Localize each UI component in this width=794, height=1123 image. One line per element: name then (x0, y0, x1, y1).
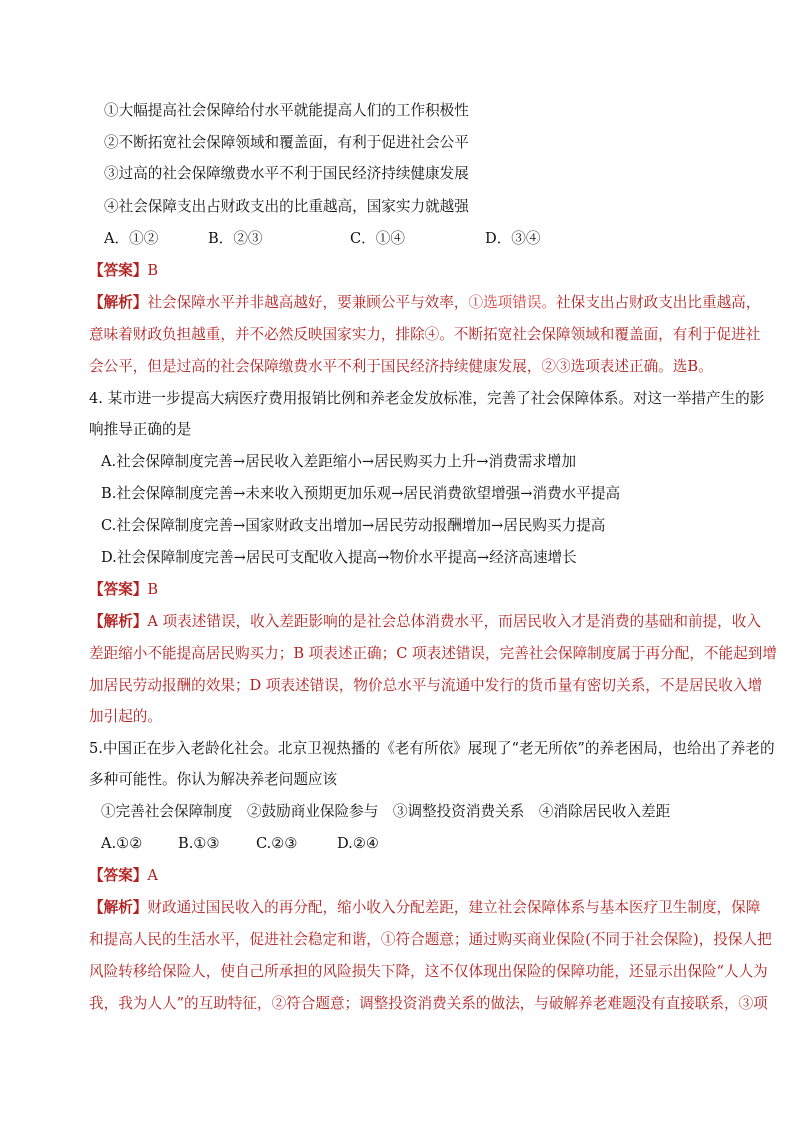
q5-answer (89, 866, 158, 886)
q5-option-b: B.①③ (178, 835, 220, 852)
q3-analysis-line-3: 会公平，但是过高的社会保障缴费水平不利于国民经济持续健康发展，②③选项表述正确。选B。 (89, 358, 713, 375)
q4-option-a: A.社会保障制度完善→居民收入差距缩小→居民购买力上升→消费需求增加 (101, 453, 577, 470)
answer-label: 【答案】 (89, 262, 148, 279)
q4-answer (89, 580, 158, 600)
q3-analysis-line-1 (89, 293, 760, 313)
q5-analysis-line-3: 风险转移给保险人，使自己所承担的风险损失下降，这不仅体现出保险的保障功能，还显示出保险“人人为 (89, 963, 768, 980)
q3-statement-3: ③过高的社会保障缴费水平不利于国民经济持续健康发展 (104, 165, 469, 182)
answer-value: B (147, 262, 159, 279)
q4-stem-line-1: 4. 某市进一步提高大病医疗费用报销比例和养老金发放标准，完善了社会保障体系。对这一举措产生的影 (89, 390, 765, 407)
analysis-label: 【解析】 (89, 899, 148, 916)
answer-label: 【答案】 (89, 867, 148, 884)
analysis-text: 社保支出占财政支出比重越高， (556, 294, 761, 311)
q5-stem-line-2: 多种可能性。你认为解决养老问题应该 (89, 771, 338, 788)
q5-analysis-line-2: 和提高人民的生活水平，促进社会稳定和谐，①符合题意；通过购买商业保险(不同于社会保险)，投保人把 (89, 931, 772, 948)
analysis-highlight: ①选项错误。 (468, 294, 557, 311)
analysis-text: 财政通过国民收入的再分配，缩小收入分配差距，建立社会保障体系与基本医疗卫生制度，保障 (147, 899, 761, 916)
q3-statement-1: ①大幅提高社会保障给付水平就能提高人们的工作积极性 (104, 102, 469, 119)
q4-analysis-line-2: 差距缩小不能提高居民购买力；B 项表述正确；C 项表述错误，完善社会保障制度属于再分配，不能起到增 (89, 645, 777, 662)
answer-value: A (147, 867, 158, 884)
q3-analysis-line-2: 意味着财政负担越重，并不必然反映国家实力，排除④。不断拓宽社会保障领域和覆盖面，有利于促进社 (89, 326, 761, 343)
answer-value: B (147, 581, 159, 598)
q4-stem-line-2: 响推导正确的是 (89, 421, 192, 438)
q4-option-d: D.社会保障制度完善→居民可支配收入提高→物价水平提高→经济高速增长 (101, 549, 577, 566)
q5-statements: ①完善社会保障制度 ②鼓励商业保险参与 ③调整投资消费关系 ④消除居民收入差距 (101, 803, 671, 820)
q3-option-d: D．③④ (485, 230, 541, 247)
q5-option-d: D.②④ (337, 835, 379, 852)
analysis-label: 【解析】 (89, 294, 148, 311)
q4-analysis-line-3: 加居民劳动报酬的效果；D 项表述错误，物价总水平与流通中发行的货币量有密切关系，不是居民收入增 (89, 677, 763, 694)
q4-analysis-line-1 (89, 612, 761, 632)
q5-option-a: A.①② (101, 835, 143, 852)
analysis-text: 社会保障水平并非越高越好，要兼顾公平与效率， (147, 294, 469, 311)
answer-label: 【答案】 (89, 581, 148, 598)
q3-option-c: C．①④ (350, 230, 405, 247)
analysis-label: 【解析】 (89, 613, 148, 630)
q5-analysis-line-1 (89, 898, 760, 918)
q4-option-b: B.社会保障制度完善→未来收入预期更加乐观→居民消费欲望增强→消费水平提高 (101, 485, 621, 502)
q3-answer (89, 261, 158, 281)
q3-statement-4: ④社会保障支出占财政支出的比重越高，国家实力就越强 (104, 198, 469, 215)
q5-analysis-line-4: 我，我为人人”的互助特征，②符合题意；调整投资消费关系的做法，与破解养老难题没有直接联系，③项 (89, 995, 768, 1012)
q3-statement-2: ②不断拓宽社会保障领域和覆盖面，有利于促进社会公平 (104, 134, 469, 151)
q5-option-c: C.②③ (256, 835, 298, 852)
q4-analysis-line-4: 加引起的。 (89, 708, 162, 725)
q5-stem-line-1: 5.中国正在步入老龄化社会。北京卫视热播的《老有所依》展现了“老无所依”的养老困局，也给出了养老的 (89, 740, 775, 757)
q3-option-a: A．①② (104, 230, 159, 247)
analysis-text: A 项表述错误，收入差距影响的是社会总体消费水平，而居民收入才是消费的基础和前提，收入 (147, 613, 761, 630)
q4-option-c: C.社会保障制度完善→国家财政支出增加→居民劳动报酬增加→居民购买力提高 (101, 517, 606, 534)
q3-option-b: B．②③ (208, 230, 263, 247)
